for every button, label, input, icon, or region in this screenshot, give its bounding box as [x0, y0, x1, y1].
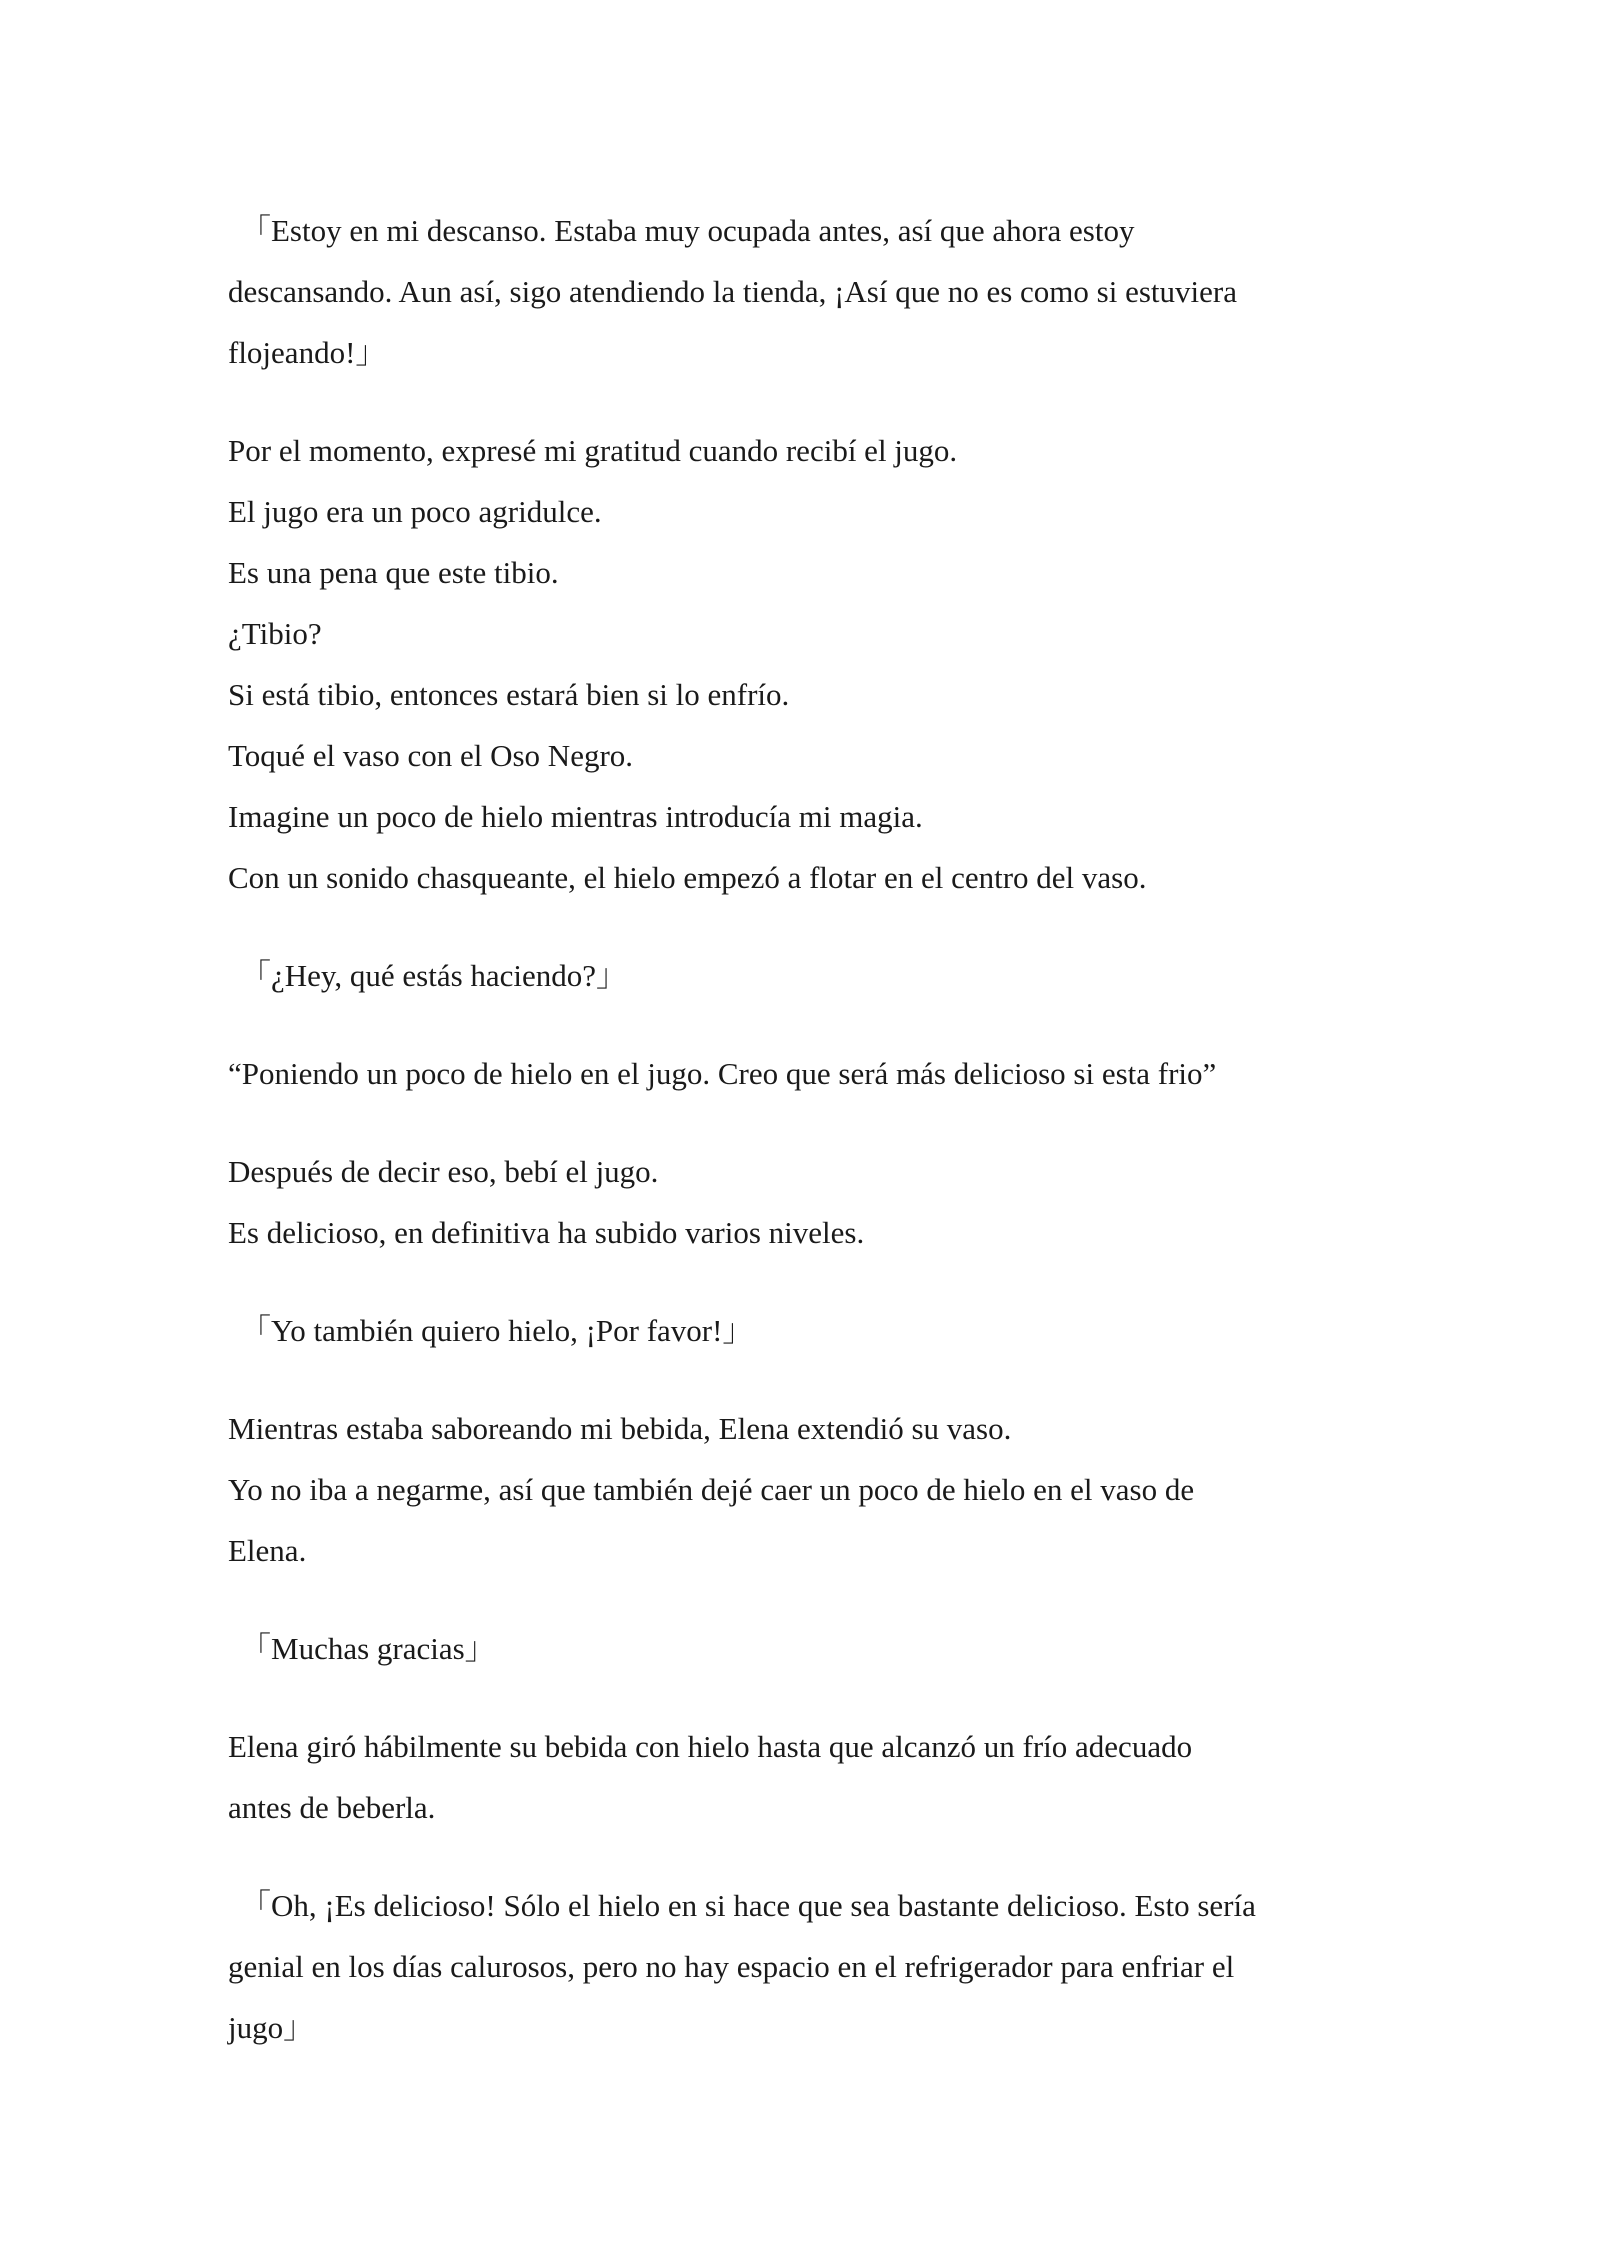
text-line: Por el momento, expresé mi gratitud cuando recibí el jugo.	[228, 433, 958, 468]
text-line: “Poniendo un poco de hielo en el jugo. Creo que será más delicioso si esta frio”	[228, 1056, 1217, 1091]
text-line: 「Yo también quiero hielo, ¡Por favor!」	[240, 1313, 754, 1348]
narration-paragraph	[228, 1043, 1388, 1104]
text-line: Elena giró hábilmente su bebida con hielo hasta que alcanzó un frío adecuado	[228, 1729, 1193, 1764]
text-line: descansando. Aun así, sigo atendiendo la tienda, ¡Así que no es como si estuviera	[228, 274, 1237, 309]
text-line: Si está tibio, entonces estará bien si lo enfrío.	[228, 677, 790, 712]
text-line: Imagine un poco de hielo mientras introducía mi magia.	[228, 799, 923, 834]
narration-paragraph	[228, 1398, 1388, 1581]
text-line: Toqué el vaso con el Oso Negro.	[228, 738, 634, 773]
text-line: 「Oh, ¡Es delicioso! Sólo el hielo en si hace que sea bastante delicioso. Esto sería	[240, 1888, 1256, 1923]
text-line: El jugo era un poco agridulce.	[228, 494, 602, 529]
text-line: Mientras estaba saboreando mi bebida, Elena extendió su vaso.	[228, 1411, 1012, 1446]
text-line: Elena.	[228, 1533, 307, 1568]
text-line: antes de beberla.	[228, 1790, 436, 1825]
text-line: Es delicioso, en definitiva ha subido varios niveles.	[228, 1215, 865, 1250]
narration-paragraph	[228, 1716, 1388, 1838]
dialog-paragraph	[228, 1618, 1388, 1679]
dialog-paragraph	[228, 945, 1388, 1006]
dialog-paragraph	[228, 1875, 1388, 2058]
text-line: ¿Tibio?	[228, 616, 322, 651]
text-line: 「Muchas gracias」	[240, 1631, 496, 1666]
text-line: Con un sonido chasqueante, el hielo empezó a flotar en el centro del vaso.	[228, 860, 1147, 895]
narration-paragraph	[228, 1141, 1388, 1263]
dialog-paragraph	[228, 1300, 1388, 1361]
text-line: jugo」	[228, 2010, 315, 2045]
narration-paragraph	[228, 420, 1388, 908]
text-line: Después de decir eso, bebí el jugo.	[228, 1154, 659, 1189]
text-line: genial en los días calurosos, pero no hay espacio en el refrigerador para enfriar el	[228, 1949, 1235, 1984]
text-line: flojeando!」	[228, 335, 387, 370]
text-line: 「¿Hey, qué estás haciendo?」	[240, 958, 628, 993]
text-line: Yo no iba a negarme, así que también dejé caer un poco de hielo en el vaso de	[228, 1472, 1195, 1507]
text-line: 「Estoy en mi descanso. Estaba muy ocupada antes, así que ahora estoy	[240, 213, 1135, 248]
body-text	[228, 200, 1388, 2095]
text-line: Es una pena que este tibio.	[228, 555, 559, 590]
dialog-paragraph	[228, 200, 1388, 383]
